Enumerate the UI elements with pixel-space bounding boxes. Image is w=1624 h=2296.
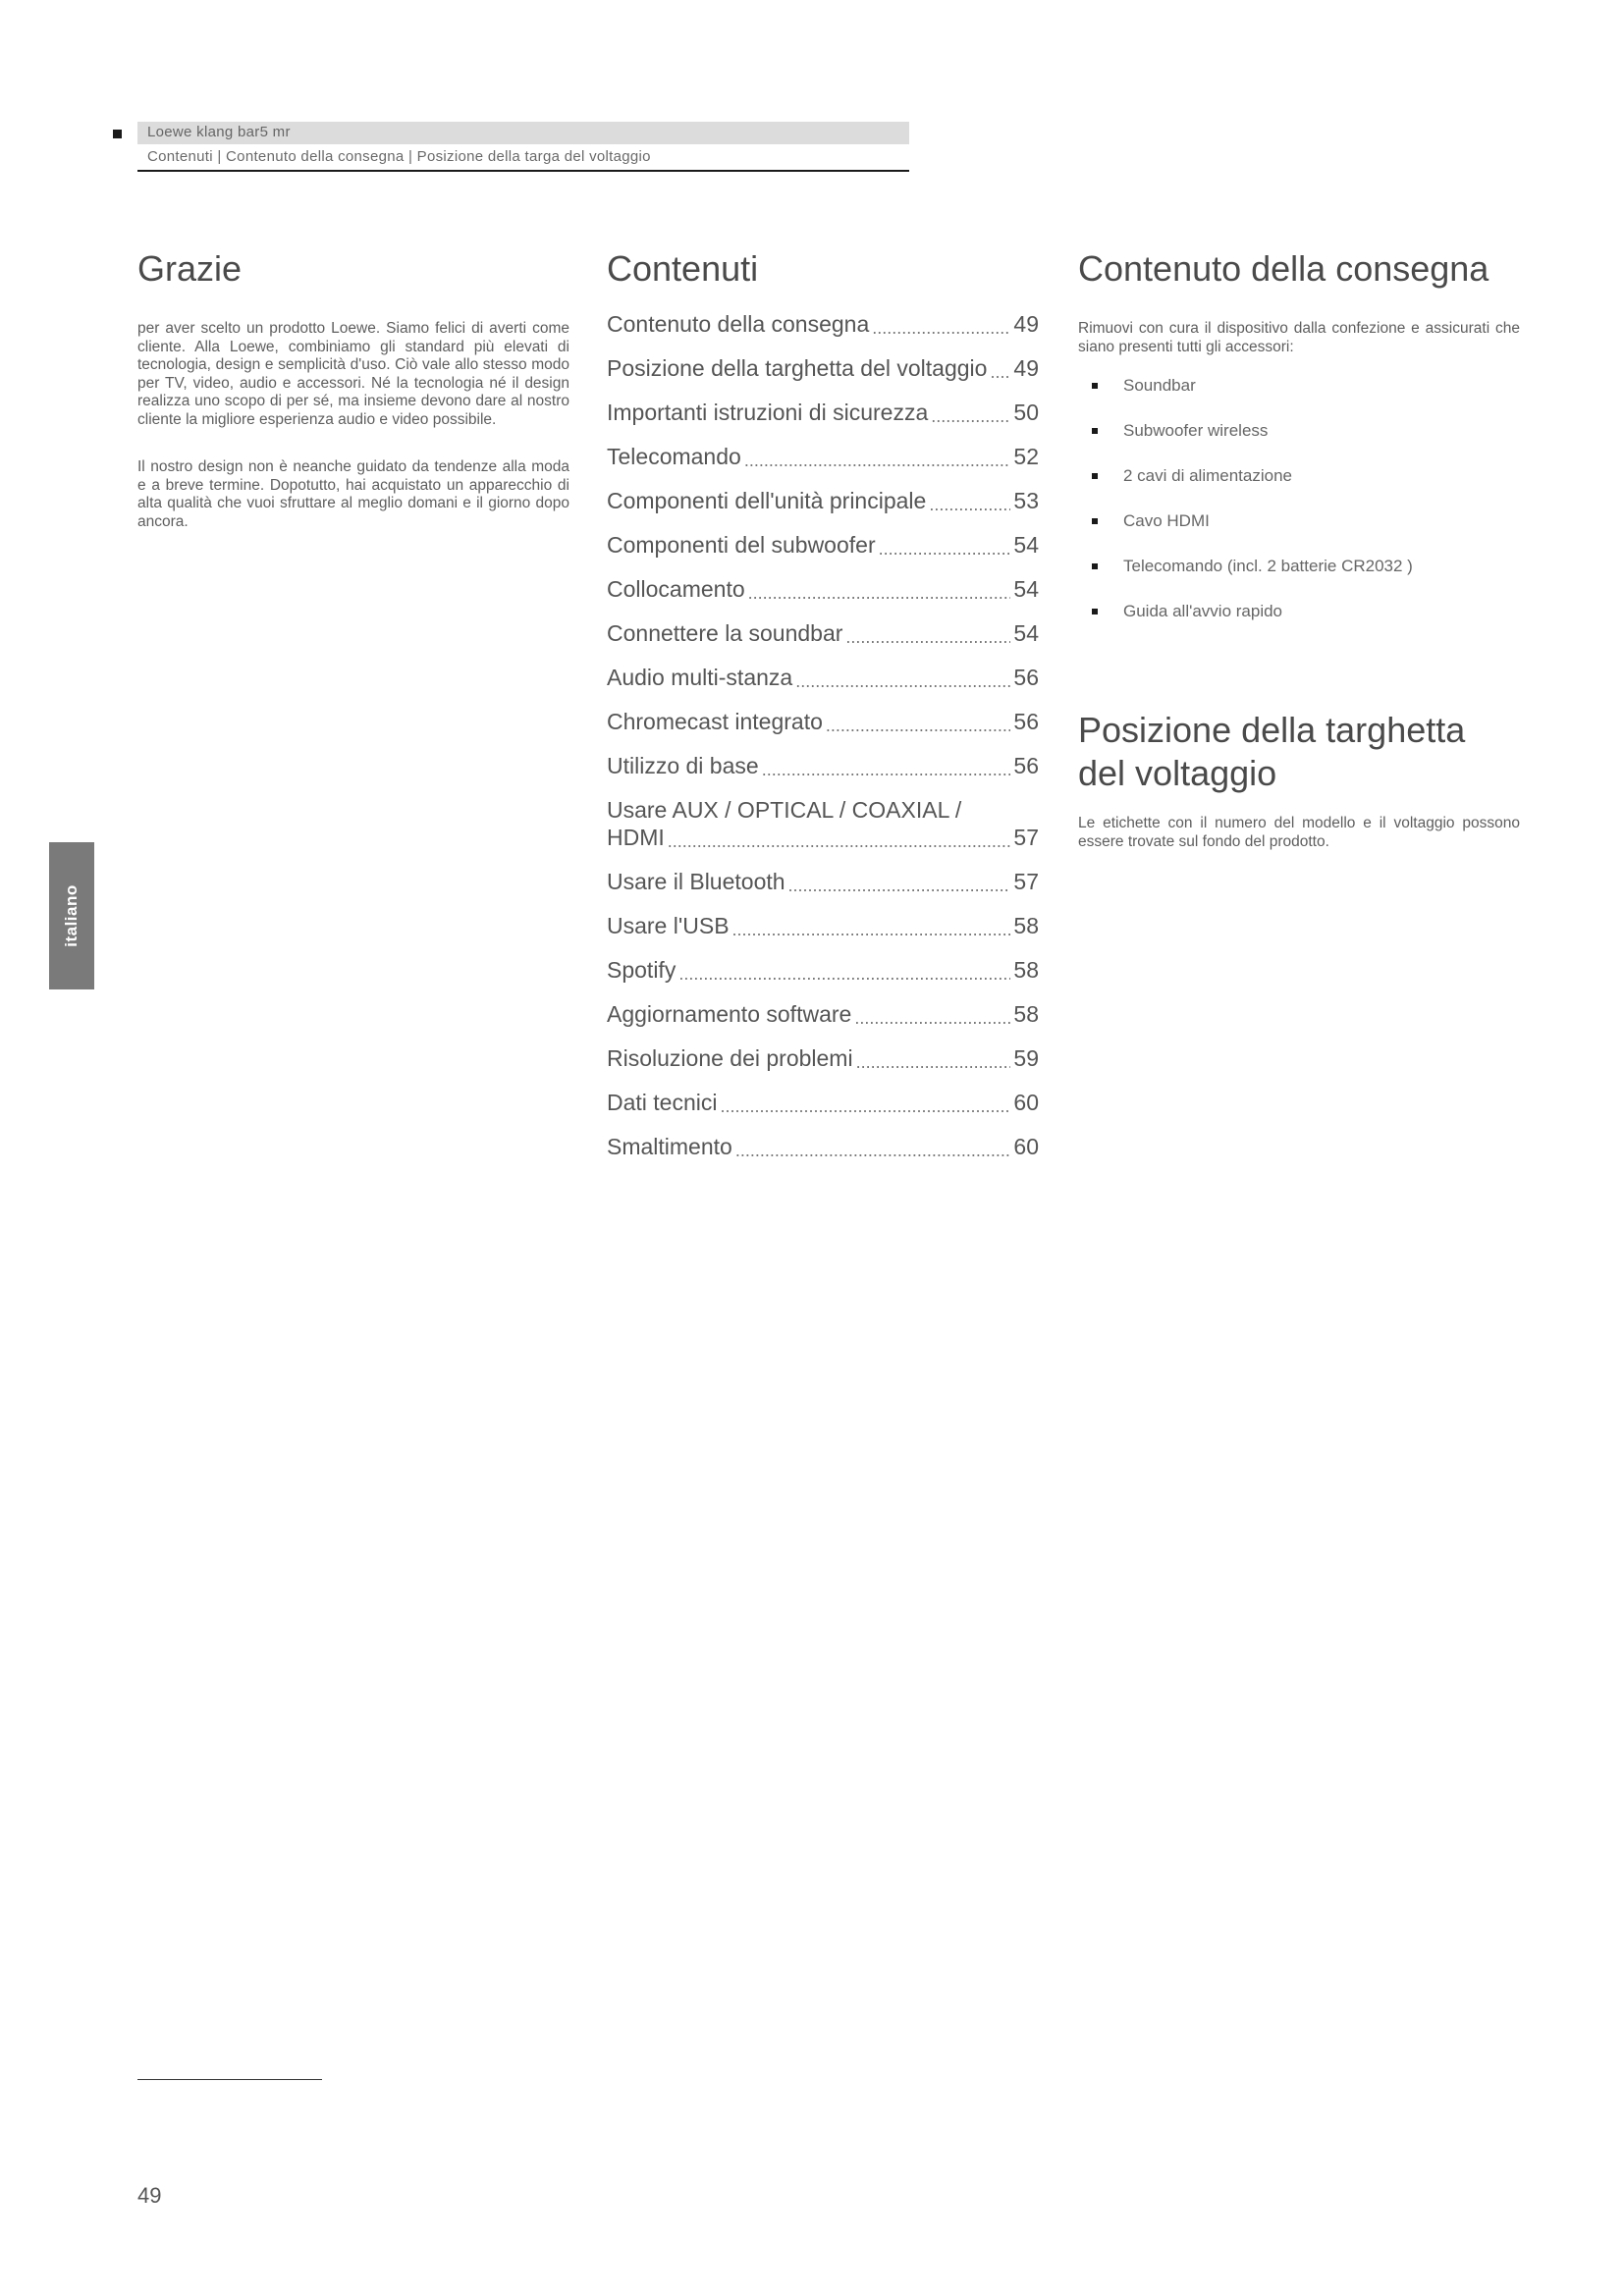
list-item: Soundbar: [1078, 376, 1520, 396]
header-bullet: [113, 130, 122, 138]
grazie-paragraph-2: Il nostro design non è neanche guidato da tendenze alla moda e a breve termine. Dopotutto, hai acquistato un apparecchio di alta qualità che vuoi sfruttare al meglio domani e il giorno dopo ancora.: [137, 458, 569, 530]
toc-item[interactable]: Chromecast integrato ..... 56: [607, 708, 1039, 735]
page-number: 49: [137, 2183, 162, 2208]
toc-item[interactable]: Risoluzione dei problemi ..... 59: [607, 1044, 1039, 1072]
toc-item[interactable]: Spotify ..... 58: [607, 956, 1039, 984]
list-item: Cavo HDMI: [1078, 511, 1520, 531]
toc-item[interactable]: Telecomando ..... 52: [607, 443, 1039, 470]
toc-item[interactable]: Usare AUX / OPTICAL / COAXIAL / HDMI ..... 57: [607, 796, 1039, 851]
toc-item[interactable]: Audio multi-stanza ..... 56: [607, 664, 1039, 691]
toc-item[interactable]: Collocamento ..... 54: [607, 575, 1039, 603]
targhetta-text: Le etichette con il numero del modello e il voltaggio possono essere trovate sul fondo del prodotto.: [1078, 815, 1520, 850]
toc-item[interactable]: Componenti del subwoofer ..... 54: [607, 531, 1039, 559]
list-item: Telecomando (incl. 2 batterie CR2032 ): [1078, 557, 1520, 576]
section-grazie: [137, 247, 569, 531]
language-tab: [49, 842, 94, 989]
toc-item[interactable]: Posizione della targhetta del voltaggio ..... 49: [607, 354, 1039, 382]
toc-item[interactable]: Dati tecnici ..... 60: [607, 1089, 1039, 1116]
toc-item[interactable]: Utilizzo di base ..... 56: [607, 752, 1039, 779]
toc-item[interactable]: Smaltimento ..... 60: [607, 1133, 1039, 1160]
header-rule: [137, 170, 909, 172]
section-targhetta: [1078, 709, 1520, 851]
toc-item[interactable]: Usare l'USB ..... 58: [607, 912, 1039, 939]
table-of-contents: [607, 310, 1039, 1160]
list-item: 2 cavi di alimentazione: [1078, 466, 1520, 486]
consegna-intro: Rimuovi con cura il dispositivo dalla confezione e assicurati che siano presenti tutti gli accessori:: [1078, 320, 1520, 355]
toc-item[interactable]: Componenti dell'unità principale ..... 53: [607, 487, 1039, 514]
consegna-title: Contenuto della consegna: [1078, 248, 1489, 289]
section-consegna: [1078, 247, 1520, 647]
breadcrumb: Contenuti | Contenuto della consegna | Posizione della targa del voltaggio: [147, 148, 651, 165]
targhetta-title: Posizione della targhetta del voltaggio: [1078, 710, 1466, 793]
accessories-list: [1078, 376, 1520, 621]
list-item: Subwoofer wireless: [1078, 421, 1520, 441]
toc-item[interactable]: Aggiornamento software ..... 58: [607, 1000, 1039, 1028]
grazie-title: Grazie: [137, 248, 243, 289]
grazie-paragraph-1: per aver scelto un prodotto Loewe. Siamo felici di averti come cliente. Alla Loewe, combiniamo gli standard più elevati di tecnologia, design e semplicità d'uso. Ciò vale allo stesso modo per TV, video, audio e accessori. Né la tecnologia né il design realizza uno scopo di per sé, ma insieme devono dare al nostro cliente la migliore esperienza audio e video possibile.: [137, 320, 569, 428]
contenuti-title: Contenuti: [607, 248, 759, 289]
toc-item[interactable]: Contenuto della consegna ..... 49: [607, 310, 1039, 338]
footer-rule: [137, 2079, 322, 2080]
toc-item[interactable]: Importanti istruzioni di sicurezza ..... 50: [607, 399, 1039, 426]
section-contenuti: [607, 247, 1039, 1177]
toc-item[interactable]: Usare il Bluetooth ..... 57: [607, 868, 1039, 895]
list-item: Guida all'avvio rapido: [1078, 602, 1520, 621]
toc-item[interactable]: Connettere la soundbar ..... 54: [607, 619, 1039, 647]
header-product-name: Loewe klang bar5 mr: [147, 124, 291, 140]
language-tab-label: italiano: [62, 884, 81, 947]
